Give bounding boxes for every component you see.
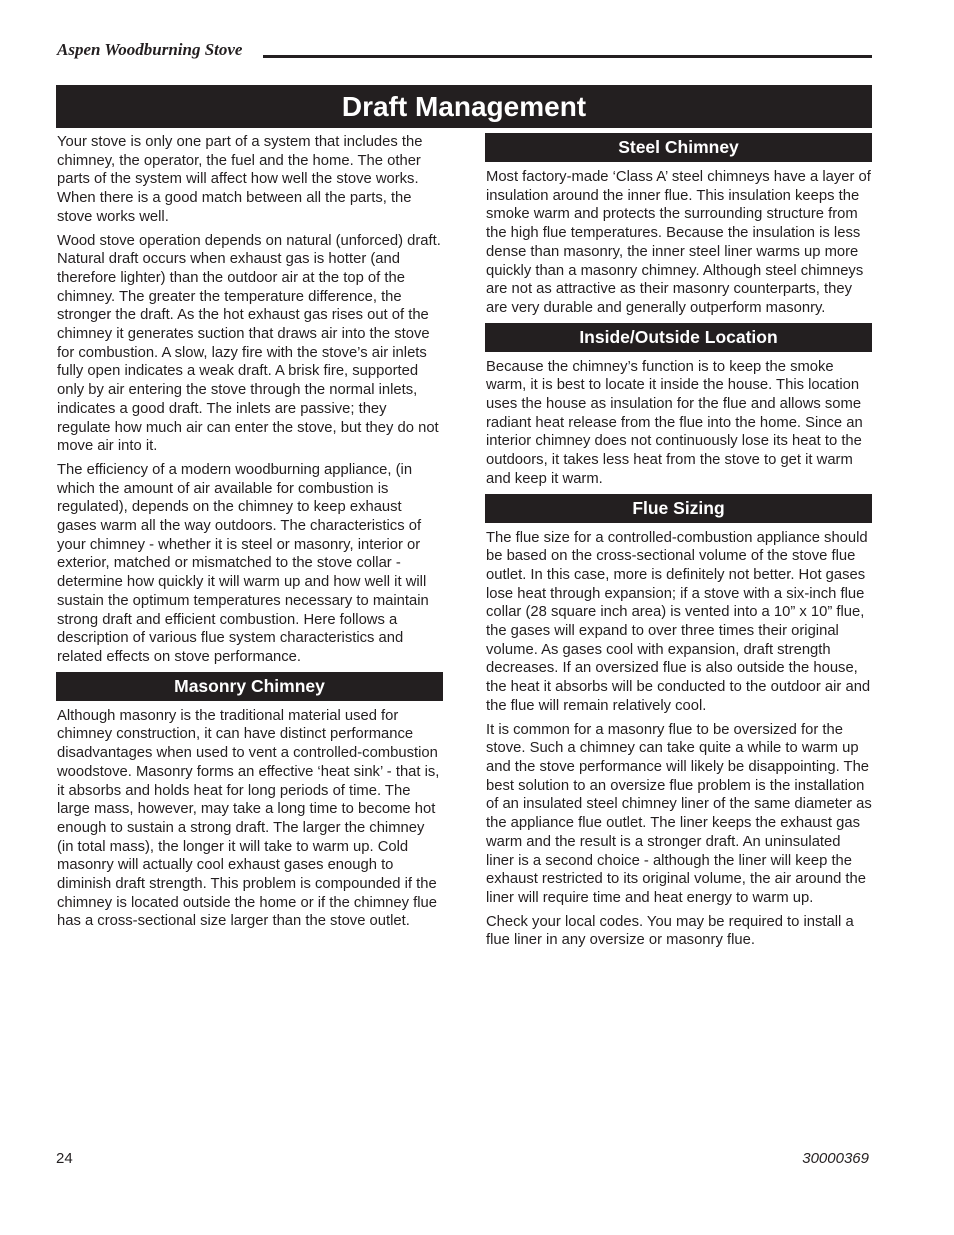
running-title: Aspen Woodburning Stove [57,40,243,59]
flue-sizing-heading: Flue Sizing [485,494,872,523]
steel-paragraph-1: Most factory-made ‘Class A’ steel chimneys have a layer of insulation around the inner flue. This insulation keeps the smoke warm and protects the surrounding structure from the high flue temperatures. Because the insulation is less dense than masonry, the inner steel liner warms up more quickly than a masonry chimney. Although steel chimneys are not as attractive as their masonry counterparts, they are very durable and generally outperform masonry. [486,169,871,316]
location-heading: Inside/Outside Location [485,323,872,352]
document-number: 30000369 [802,1150,869,1167]
header-rule [263,55,872,58]
right-column [485,133,872,955]
masonry-chimney-heading: Masonry Chimney [56,672,443,701]
sizing-paragraph-1: The flue size for a controlled-combustion appliance should be based on the cross-sectional volume of the stove flue outlet. In this case, more is definitely not better. Hot gases lose heat through expansion; if a stove with a six-inch flue collar (28 square inch area) is vented into a 10” x 10” flue, the gases will expand to over three times their original volume. As gases cool with expansion, draft strength decreases. If an oversized flue is also outside the house, the heat it absorbs will be conducted to the outdoor air and the flue will remain relatively cool. [486,529,871,714]
title-bar [56,85,872,128]
location-paragraph-1: Because the chimney’s function is to keep the smoke warm, it is best to locate it inside the house. This location uses the house as insulation for the flue and allows some radiant heat release from the flue into the home. Since an interior chimney does not continuously lose its heat to the outdoors, it takes less heat from the stove to get it warm and keep it warm. [486,358,863,487]
masonry-paragraph-1: Although masonry is the traditional material used for chimney construction, it can have distinct performance disadvantages when used to vent a controlled-combustion woodstove. Masonry forms an effective ‘heat sink’ - that is, it absorbs and holds heat for long periods of time. The large mass, however, may take a long time to become hot enough to sustain a strong draft. The larger the chimney (in total mass), the longer it will take to warm up. Cold masonry will actually cool exhaust gases enough to diminish draft strength. This problem is compounded if the chimney is located outside the home or if the chimney flue has a cross-sectional size larger than the stove outlet. [57,707,440,930]
intro-paragraph-3: The efficiency of a modern woodburning appliance, (in which the amount of air available for combustion is regulated), depends on the chimney to keep exhaust gases warm all the way outdoors. The characteristics of your chimney - whether it is steel or masonry, interior or exterior, matched or mismatched to the stove collar - determine how quickly it will warm up and how well it will sustain the optimum temperatures necessary to maintain strong draft and efficient combustion. Here follows a description of various flue system characteristics and related effects on stove performance. [57,461,429,665]
left-column [56,133,443,936]
intro-paragraph-2: Wood stove operation depends on natural (unforced) draft. Natural draft occurs when exhaust gas is hotter (and therefore lighter) than the outdoor air at the top of the chimney. The greater the temperature difference, the stronger the draft. As the hot exhaust gas rises out of the chimney it generates suction that draws air into the stove for combustion. A slow, lazy fire with the stove’s air inlets fully open indicates a weak draft. A brisk fire, supported only by air entering the stove through the normal inlets, indicates a good draft. The inlets are passive; they regulate how much air can enter the stove, but they do not move air into it. [57,232,441,455]
page-number: 24 [56,1150,73,1167]
sizing-paragraph-3: Check your local codes. You may be required to install a flue liner in any oversize or masonry flue. [486,913,854,949]
steel-chimney-heading: Steel Chimney [485,133,872,162]
page-title: Draft Management [341,90,587,122]
intro-paragraph-1: Your stove is only one part of a system that includes the chimney, the operator, the fuel and the home. The other parts of the system will affect how well the stove works. When there is a good match between all the parts, the stove works well. [57,134,423,225]
sizing-paragraph-2: It is common for a masonry flue to be oversized for the stove. Such a chimney can take quite a while to warm up and the stove performance will likely be disappointing. The best solution to an oversize flue problem is the installation of an insulated steel chimney liner of the same diameter as the appliance flue outlet. The liner keeps the exhaust gas warm and the result is a stronger draft. An uninsulated liner is a second choice - although the liner will keep the exhaust restricted to its original volume, the air around the liner will require time and heat energy to warm up. [486,721,872,906]
